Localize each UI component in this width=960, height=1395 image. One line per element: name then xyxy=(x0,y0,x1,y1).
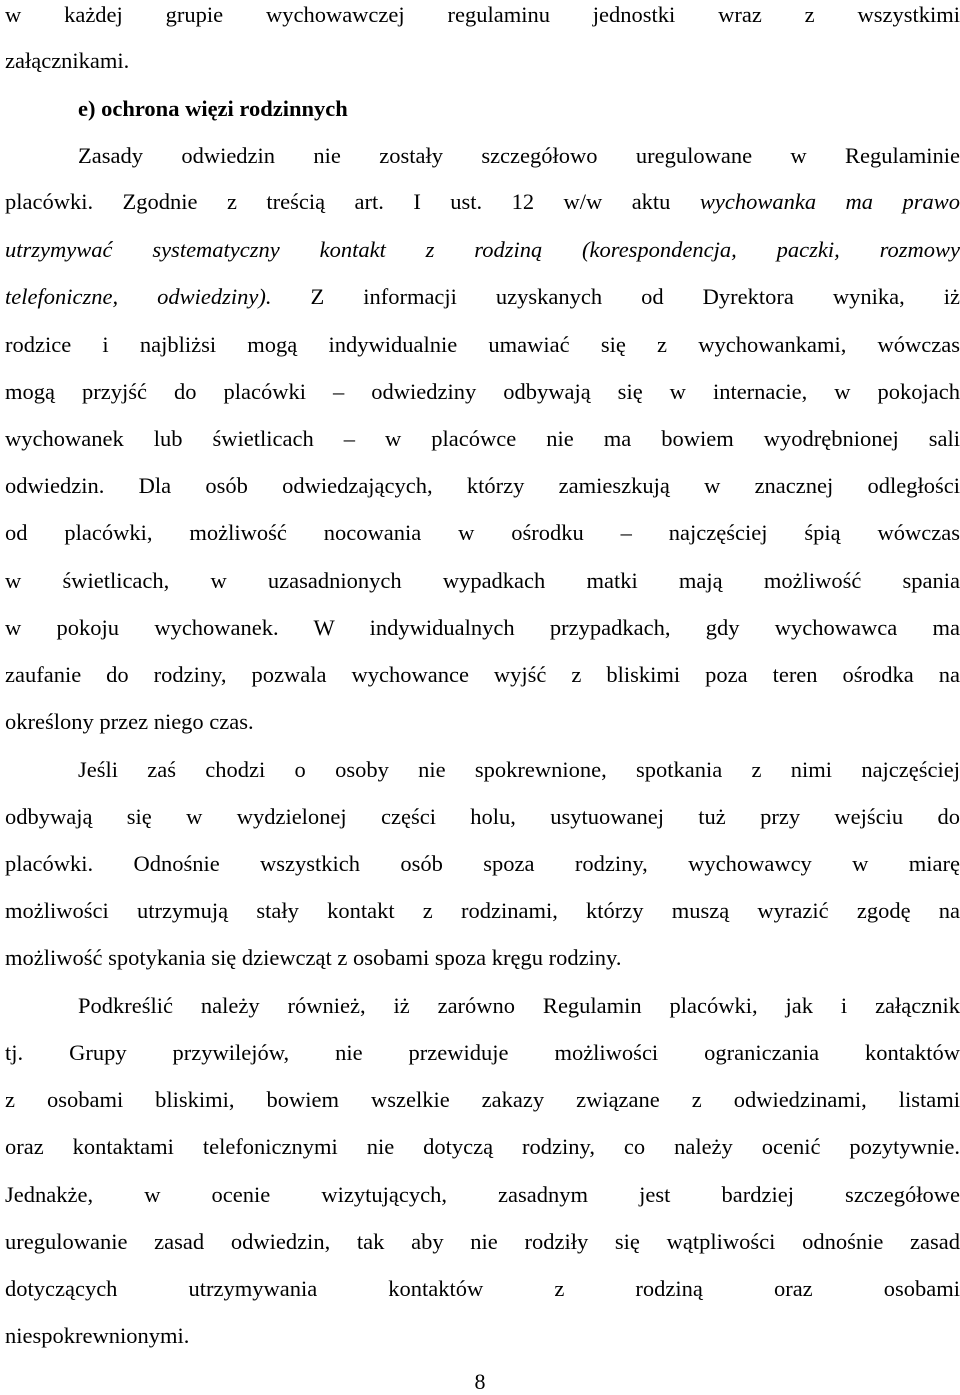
text-line-12 xyxy=(5,519,960,566)
text-segment: dotyczących utrzymywania kontaktów z rodziną oraz osobami xyxy=(5,1276,960,1301)
text-line-16 xyxy=(5,708,960,755)
text-line-24 xyxy=(5,1086,960,1133)
section-heading xyxy=(5,95,960,142)
text-line-25 xyxy=(5,1133,960,1180)
text-segment: tj. Grupy przywilejów, nie przewiduje możliwości ograniczania kontaktów xyxy=(5,1040,960,1065)
text-segment: zaufanie do rodziny, pozwala wychowance wyjść z bliskimi poza teren ośrodka na xyxy=(5,662,960,687)
text-line-13 xyxy=(5,567,960,614)
italic-text-segment: telefoniczne, odwiedziny). xyxy=(5,284,272,309)
text-segment: mogą przyjść do placówki – odwiedziny odbywają się w internacie, w pokojach xyxy=(5,379,960,404)
text-line-11 xyxy=(5,472,960,519)
text-line-1 xyxy=(5,1,960,48)
text-segment: możliwości utrzymują stały kontakt z rodzinami, którzy muszą wyrazić zgodę na xyxy=(5,898,960,923)
text-segment: Podkreślić należy również, iż zarówno Regulamin placówki, jak i załącznik xyxy=(78,993,960,1018)
text-line-26 xyxy=(5,1181,960,1228)
text-line-20 xyxy=(5,897,960,944)
text-segment: wychowanek lub świetlicach – w placówce nie ma bowiem wyodrębnionej sali xyxy=(5,426,960,451)
text-segment: w każdej grupie wychowawczej regulaminu jednostki wraz z wszystkimi xyxy=(5,2,960,27)
text-line-29 xyxy=(5,1322,960,1369)
text-line-21 xyxy=(5,944,960,991)
text-line-22 xyxy=(5,992,960,1039)
text-line-2 xyxy=(5,47,960,94)
text-line-27 xyxy=(5,1228,960,1275)
text-segment: uregulowanie zasad odwiedzin, tak aby nie rodziły się wątpliwości odnośnie zasad xyxy=(5,1229,960,1254)
text-line-23 xyxy=(5,1039,960,1086)
text-line-8 xyxy=(5,331,960,378)
text-line-7 xyxy=(5,283,960,330)
text-line-19 xyxy=(5,850,960,897)
text-line-15 xyxy=(5,661,960,708)
text-segment: Z informacji uzyskanych od Dyrektora wynika, iż xyxy=(271,284,960,309)
text-segment: od placówki, możliwość nocowania w ośrodku – najczęściej śpią wówczas xyxy=(5,520,960,545)
text-line-6 xyxy=(5,236,960,283)
text-line-10 xyxy=(5,425,960,472)
text-segment: z osobami bliskimi, bowiem wszelkie zakazy związane z odwiedzinami, listami xyxy=(5,1087,960,1112)
text-segment: w pokoju wychowanek. W indywidualnych przypadkach, gdy wychowawca ma xyxy=(5,615,960,640)
text-line-4 xyxy=(5,142,960,189)
italic-text-segment: wychowanka ma prawo xyxy=(699,189,960,214)
italic-text-segment: utrzymywać systematyczny kontakt z rodziną (korespondencja, paczki, rozmowy xyxy=(5,237,960,262)
text-segment: e) ochrona więzi rodzinnych xyxy=(78,96,348,121)
text-segment: załącznikami. xyxy=(5,48,130,73)
text-segment: rodzice i najbliżsi mogą indywidualnie umawiać się z wychowankami, wówczas xyxy=(5,332,960,357)
text-segment: placówki. Zgodnie z treścią art. I ust. 12 w/w aktu xyxy=(5,189,700,214)
text-line-5 xyxy=(5,188,960,235)
text-line-28 xyxy=(5,1275,960,1322)
text-segment: Jednakże, w ocenie wizytujących, zasadnym jest bardziej szczegółowe xyxy=(5,1182,960,1207)
text-segment: odwiedzin. Dla osób odwiedzających, którzy zamieszkują w znacznej odległości xyxy=(5,473,960,498)
text-line-17 xyxy=(5,756,960,803)
text-segment: Jeśli zaś chodzi o osoby nie spokrewnione, spotkania z nimi najczęściej xyxy=(78,757,960,782)
text-line-9 xyxy=(5,378,960,425)
text-segment: niespokrewnionymi. xyxy=(5,1323,190,1348)
text-segment: oraz kontaktami telefonicznymi nie dotyczą rodziny, co należy ocenić pozytywnie. xyxy=(5,1134,960,1159)
text-segment: w świetlicach, w uzasadnionych wypadkach matki mają możliwość spania xyxy=(5,568,960,593)
text-line-18 xyxy=(5,803,960,850)
text-line-14 xyxy=(5,614,960,661)
text-segment: Zasady odwiedzin nie zostały szczegółowo uregulowane w Regulaminie xyxy=(78,143,960,168)
text-segment: określony przez niego czas. xyxy=(5,709,254,734)
text-segment: placówki. Odnośnie wszystkich osób spoza rodziny, wychowawcy w miarę xyxy=(5,851,960,876)
text-segment: odbywają się w wydzielonej części holu, usytuowanej tuż przy wejściu do xyxy=(5,804,960,829)
page-number: 8 xyxy=(474,1369,486,1394)
text-segment: możliwość spotykania się dziewcząt z osobami spoza kręgu rodziny. xyxy=(5,945,622,970)
